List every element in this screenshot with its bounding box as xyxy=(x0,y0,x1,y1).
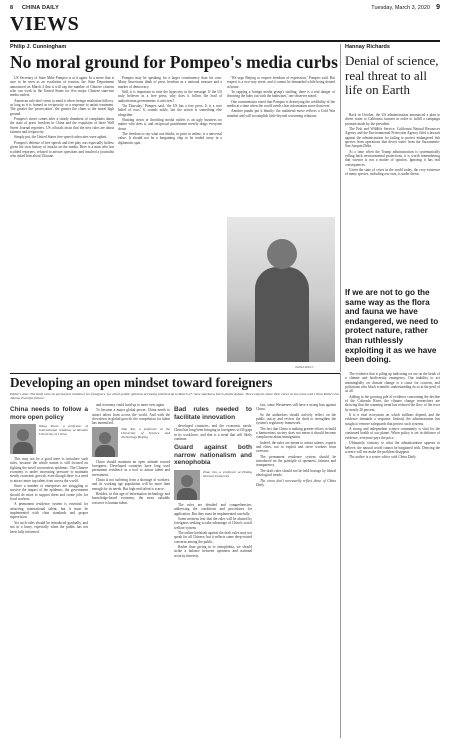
lead-column-2 xyxy=(118,76,222,368)
second-column-1 xyxy=(10,403,88,738)
paragraph: Shutting down or throttling media outlets is an ugly business no matter who does it, and reciprocal punishment merely drags everyone down. xyxy=(118,118,222,131)
lead-author: Philip J. Cunningham xyxy=(10,44,67,50)
paragraph: developed countries, and the economic needs. China has long been bringing in foreigners to fill gaps in its workforce, and that is a trend that will likely continue. xyxy=(174,424,252,442)
paragraph: The Fish and Wildlife Service, California Natural Resources Agency and the Environmental Protection Agency filed a lawsuit against the administration for failing to protect endangered fish species from operations that divert water from the Sacramento-San Joaquin Delta. xyxy=(345,127,440,149)
page-number-right: 9 xyxy=(436,4,440,11)
paragraph: American rule don't seem to mind it when foreign retaliation follows, as long as it is framed as reciprocity or a response to unfair treatment. The greater the 'provocation', the greater the claim to the moral high ground. xyxy=(10,98,114,116)
paragraph: The rules are detailed and comprehensive, addressing the conditions and procedures for application. But they must be implemented carefully. xyxy=(174,502,252,516)
paragraph: China is not suffering from a shortage of workers, and its working age population will be more than enough for its needs. But high-end talent is scarce. xyxy=(92,478,170,491)
brand-name: CHINA DAILY xyxy=(22,5,59,11)
expert-bio xyxy=(92,427,170,457)
paragraph: Ultimately, contrary to what the administration appears to believe, the natural world cannot be bargained with. Denying the science will not make the problem disappear. xyxy=(345,441,440,454)
paragraph: 'On Thursday,' Pompeo said, 'the US has a free press. It is a core belief of ours.' It sounds noble, but the action is something else altogether. xyxy=(118,104,222,117)
disclaimer: The views don't necessarily reflect those of China Daily. xyxy=(256,478,336,487)
paragraph: It is a vital ecosystem on which millions depend, and the evidence demands a response. Instead, the administration has sought to remove safeguards that protect such systems. xyxy=(345,413,440,426)
paragraph: Still, it is important to note the hypocrisy in the message. If the US truly believes in a free press, why does it follow the lead of authoritarian governments it criticizes? xyxy=(118,90,222,103)
paragraph: Another pundit put it bluntly: the unilateral move reflects a Cold War mindset and will accomplish little beyond worsening relations. xyxy=(227,109,335,118)
side-pullquote: If we are not to go the same way as the flora and fauna we have endangered, we need to protect nature, rather than ruthlessly exploiting it as we have been doing. xyxy=(345,288,439,365)
paragraph: To become a major global power, China needs to attract talent from across the world. And with the slowdown in global growth, the competition for talent has intensified. xyxy=(92,408,170,426)
expert-caption: Tian Xin, a professor at the University of Science and Technology Beijing xyxy=(121,426,170,440)
paragraph: Given the state of crises in the world today, the very existence of many species, including our own, is under threat. xyxy=(345,168,440,177)
expert-caption: Wang Yiwei, a professor of international relations at Renmin University of China xyxy=(39,424,88,437)
paragraph: 'In capping a foreign media group's staffing, there is a real danger of throwing the baby out with the bathwater,' one observer noted. xyxy=(227,90,335,99)
paragraph: A strong and independent science community is vital for the continued health of our planet. When policy is set in defiance of evidence, everyone pays the price. xyxy=(345,427,440,440)
side-headline: Denial of science, real threat to all life on Earth xyxy=(345,53,439,97)
section-divider xyxy=(10,40,440,42)
expert-caption: Zhao Jun, a professor at Peking Normal University xyxy=(203,469,252,479)
second-column-4 xyxy=(256,403,336,738)
photo-figure-body xyxy=(255,267,309,362)
paragraph: Pompeo's move comes after a steady drumbeat of complaints about the state of press freedom in China and the expulsion of three Wall Street Journal reporters. US officials insist that the new rules are about fairness and reciprocity. xyxy=(10,117,114,135)
subhead: Bad rules needed to facilitate innovation xyxy=(174,406,252,421)
paragraph: Indeed, the rules are meant to attract talents, experts and elites, not to exploit and serve workers from overseas. xyxy=(256,440,336,454)
article-divider xyxy=(10,373,340,374)
paragraph: Since a number of enterprises are struggling to survive the impact of the epidemic, the government should do more to support them and create jobs for local workers. xyxy=(10,484,88,502)
paragraph: fact, some Westerners still have a strong bias against China. xyxy=(256,403,336,412)
paragraph: Pompeo's defense of free speech and free play was especially hollow given his own history of attacks on the media. Here is a man who has scolded reporters, refused to answer questions and insulted a journalist who asked him about Ukraine. xyxy=(10,140,114,158)
page-number-left: 8 xyxy=(10,5,14,11)
paragraph: US Secretary of State Mike Pompeo is at it again. In a move that is sure to be seen as an escalation of tension, the State Department announced on March 2 that it will cap the number of Chinese citizens who can work in the United States for five major Chinese state-run media outlets. xyxy=(10,76,114,98)
paragraph: Some netizens fear that the rules will be abused by foreigners seeking to take advantage of China's social welfare system. xyxy=(174,516,252,530)
side-body xyxy=(345,113,440,283)
column-divider xyxy=(340,44,341,372)
paragraph: So the authorities should actively reflect on the public outcry and review the draft to strengthen the system's regulatory framework. xyxy=(256,412,336,426)
paragraph: Adding to the growing pile of evidence concerning the decline of the Colorado River, the climate change researchers are showing that the warming trend has reduced the flow of the river by nearly 20 percent. xyxy=(345,394,440,412)
expert-bio xyxy=(10,424,88,454)
expert-portrait xyxy=(174,470,200,500)
paragraph: Simply put, the United States free speech advocates were aghast. xyxy=(14,135,108,140)
paragraph: The evidence that is piling up indicating we are on the brink of a climate and biodiversity emergency. Our inability to act meaningfully on climate change is a cause for concern, and politicians who block scientific understanding do so at the peril of us all. xyxy=(345,372,440,394)
side-author: Hannay Richards xyxy=(345,44,390,50)
lead-column-3 xyxy=(227,76,335,214)
lead-photo xyxy=(227,217,335,362)
subhead: China needs to follow a more open policy xyxy=(10,406,88,421)
second-column-2 xyxy=(92,403,170,738)
second-headline: Developing an open mindset toward foreigners xyxy=(10,375,273,390)
paragraph: Back in October, the US administration announced a plan to divert water to California farmers in order to fulfill a campaign promise made by the president. xyxy=(345,113,440,126)
dateline: Tuesday, March 3, 2020 xyxy=(371,5,430,11)
paragraph: and economy could fund up to more over again. xyxy=(96,403,165,407)
author-note: The author is a senior editor with China Daily. xyxy=(349,455,417,460)
expert-portrait xyxy=(10,424,36,454)
second-column-3 xyxy=(174,403,252,738)
paragraph: The fact that China is making greater efforts to build a harmonious society does not mean it should become complacent about immigration. xyxy=(256,426,336,440)
paragraph: A permanent residence system is essential for attracting international talent, but it must be implemented with clear standards and proper supervision. xyxy=(10,502,88,520)
paragraph: Pompeo may be speaking for a larger constituency than his own. Many Americans think of press freedom as a national treasure and a marker of democracy. xyxy=(118,76,222,89)
paragraph: One commentator noted that Pompeo is destroying the credibility of the media at a time when the world needs clear information more than ever. xyxy=(227,99,335,109)
paragraph: The online backlash against the draft rules may not speak for all Chinese, but it reflects some deep-rooted concerns among the public. xyxy=(174,530,252,544)
paragraph: 'We urge Beijing to respect freedom of expression,' Pompeo said. But respect is a two-way street, and it cannot be demanded while being denied at home. xyxy=(227,76,335,89)
side-body-continued xyxy=(345,372,440,732)
lead-column-1 xyxy=(10,76,114,368)
photo-credit: CHINA DAILY xyxy=(295,365,314,369)
paragraph: Rather than giving in to xenophobia, we should strike a balance between openness and national security interests. xyxy=(174,544,252,558)
paragraph: This may not be a good time to introduce such rules, because the whole nation is still focused on fighting the novel coronavirus epidemic. The Chinese economy is under increasing pressure to maintain steady economic growth, even though there is a need to attract more top talent from across the world. xyxy=(10,457,88,483)
paragraph: The freedom to say what one thinks, in print or online, is a universal value. It should not be a bargaining chip to be traded away in a diplomatic spat. xyxy=(118,132,222,145)
editor-note: Editor's note: The draft rules on permanent residence for foreigners, for which public opinions are being solicited up to March 27, have sparked a fierce public debate. Three experts share their views on the issue with China Daily's Liu Jianna. Excerpts follow: xyxy=(10,392,340,401)
paragraph: Besides, in this age of information technology and knowledge-based economy, the most valuable resource is human talent. xyxy=(92,492,170,505)
photo-figure-head xyxy=(267,239,297,269)
paragraph: China should maintain an open attitude toward foreigners. Developed countries have long used permanent residence as a tool to attract talent and investment. xyxy=(92,459,170,477)
expert-portrait xyxy=(92,427,118,457)
column-divider xyxy=(340,373,341,738)
paragraph: Yet such rules should be introduced gradually, and not in a hurry, especially when the public has not been fully informed. xyxy=(10,520,88,534)
lead-headline: No moral ground for Pompeo's media curbs xyxy=(10,52,338,72)
paragraph: At a time when the Trump administration is systematically rolling back environmental protections, it is worth remembering that science is not a matter of opinion. Ignoring it has real consequences. xyxy=(345,149,440,167)
paragraph: The permanent residence system should be introduced on the principle of openness, fairness and transparency. xyxy=(256,454,336,468)
subhead: Guard against both narrow nationalism and xenophobia xyxy=(174,444,252,467)
paragraph: The draft rules should not be held hostage by liberal ideological trends. xyxy=(256,468,336,478)
expert-bio xyxy=(174,470,252,500)
section-title: VIEWS xyxy=(10,13,80,35)
